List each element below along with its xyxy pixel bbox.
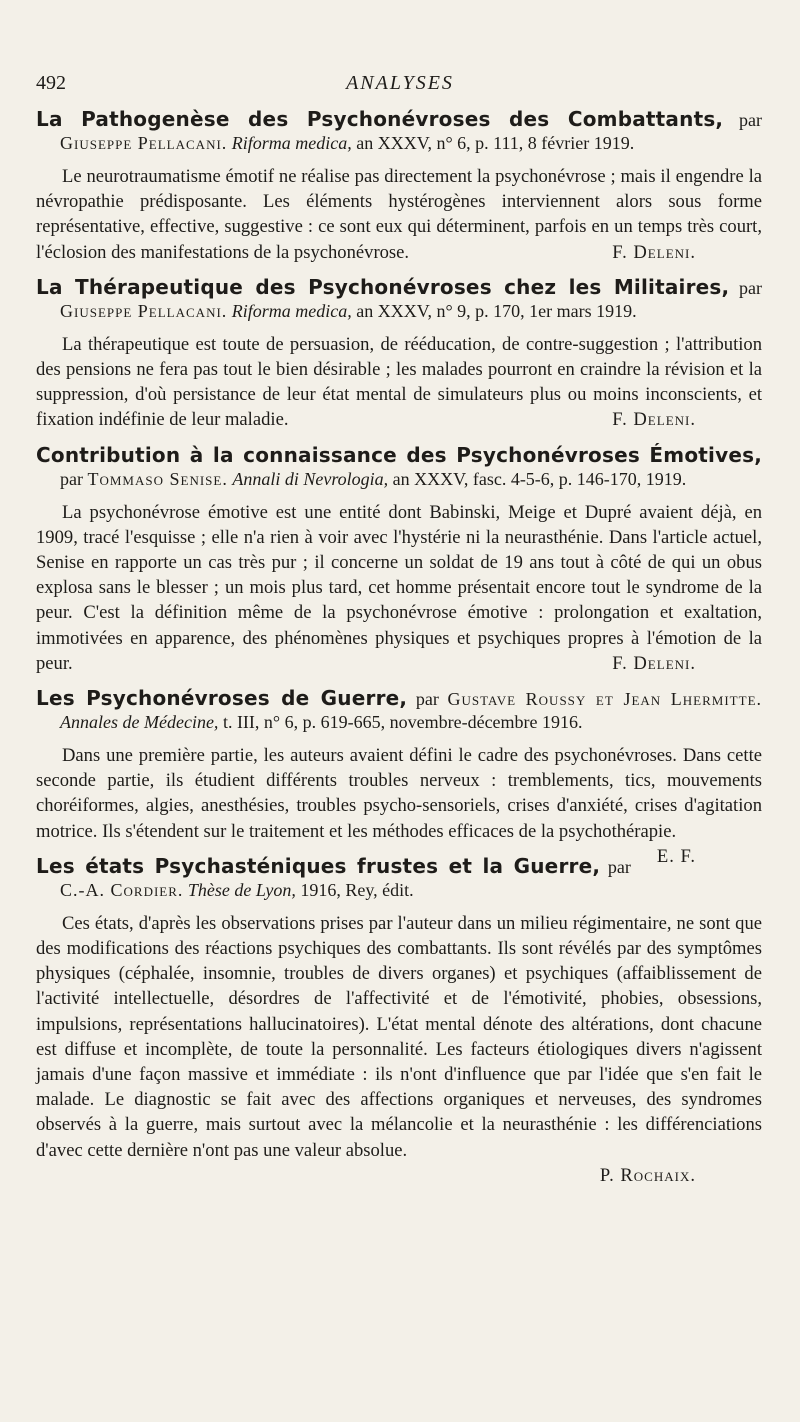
review-entry — [36, 276, 762, 433]
entry-body-text: Dans une première partie, les auteurs avaient défini le cadre des psychonévroses. Dans cette seconde partie, ils étudient différents troubles nerveux : tremblements, tics, mouvements choréiformes, algies, anesthésies, troubles psycho-sensoriels, crises d'anxiété, crises d'agitation motrice. Ils s'étendent sur le traitement et les méthodes efficaces de la psychothérapie. — [36, 745, 762, 842]
entry-heading — [36, 108, 762, 155]
entry-body — [36, 500, 762, 676]
entry-heading — [36, 687, 762, 734]
entry-body-text: Ces états, d'après les observations prises par l'auteur dans un milieu régimentaire, ne sont que des modifications des réactions psychiques des combattants. Ils sont révélés par des symptômes physiques (céphalée, insomnie, troubles de divers organes) et psychiques (affaiblissement de l'activité intellectuelle, désordres de l'affectivité et de l'émotivité, phobies, obsessions, impulsions, représentations hallucinatoires). L'état mental dénote des altérations, dont chacune est diffuse et incomplète, de toute la personnalité. Les facteurs étiologiques divers n'agissent jamais d'une façon massive et immédiate : ils n'ont d'influence que par l'idée que s'en fait le malade. Le diagnostic se fait avec des affections organiques et nerveuses, des syndromes observés à la guerre, mais surtout avec la mélancolie et la neurasthénie : les différenciations d'avec cette dernière n'ont pas une valeur absolue. — [36, 912, 762, 1161]
entry-title: La Pathogenèse des Psychonévroses des Combattants, — [36, 107, 724, 131]
entry-author: Giuseppe Pellacani. — [60, 133, 228, 153]
entry-body — [36, 164, 762, 265]
entry-title: Les états Psychasténiques frustes et la Guerre, — [36, 853, 601, 878]
article-list — [36, 108, 762, 1199]
entry-heading — [36, 276, 762, 323]
review-entry — [36, 444, 762, 676]
entry-by: par — [415, 689, 439, 710]
entry-title: La Thérapeutique des Psychonévroses chez les Militaires, — [36, 274, 730, 299]
entry-citation: an XXXV, n° 9, p. 170, 1er mars 1919. — [356, 300, 637, 321]
review-entry — [36, 855, 762, 1188]
entry-signature: F. Deleni. — [612, 652, 696, 674]
entry-signature: P. Rochaix. — [599, 1164, 696, 1186]
entry-journal: Riforma medica, — [231, 133, 352, 153]
page-header — [36, 72, 764, 98]
entry-author: Gustave Roussy et Jean Lhermitte. — [447, 689, 763, 710]
entry-signature: E. F. — [656, 845, 696, 867]
entry-body-text: Le neurotraumatisme émotif ne réalise pas directement la psychonévrose ; mais il engendre la névropathie prédisposante. Les éléments hystérogènes interviennent alors sous forme représentative, effective, suggestive : ce sont eux qui déterminent, parfois en un temps très court, l'éclosion des manifestations de la psychonévrose. — [36, 166, 762, 263]
entry-body-text: La thérapeutique est toute de persuasion, de rééducation, de contre-suggestion ; l'attribution des pensions ne fera pas tout le bien désirable ; les malades pourront en craindre la révision et la suppression, d'où persistance de leur état mental de simulateurs plus ou moins inconscients, et fixation indéfinie de leur maladie. — [36, 333, 762, 431]
entry-body-text: La psychonévrose émotive est une entité dont Babinski, Meige et Dupré avaient déjà, en 1909, tracé l'esquisse ; elle n'a rien à voir avec l'hystérie ni la neurasthénie. Dans l'article actuel, Senise en rapporte un cas très pur ; il concerne un soldat de 19 ans tout à côté de qui un obus explosa sans le blesser ; un mois plus tard, cet homme présentait encore tout le syndrome de la peur. C'est la définition même de la psychonévrose émotive : prolongation et exaltation, immotivées en apparence, des phénomènes physiques et psychiques propres à l'émotion de la peur. — [36, 501, 762, 674]
entry-journal: Thèse de Lyon, — [187, 879, 296, 900]
entry-author: C.-A. Cordier. — [60, 879, 184, 900]
review-entry — [36, 108, 762, 265]
entry-citation: an XXXV, n° 6, p. 111, 8 février 1919. — [356, 133, 635, 153]
entry-title: Contribution à la connaissance des Psychonévroses Émotives, — [36, 442, 762, 467]
entry-signature: F. Deleni. — [612, 409, 696, 431]
entry-body — [36, 911, 762, 1163]
entry-citation: 1916, Rey, édit. — [300, 879, 414, 900]
entry-by: par — [739, 277, 763, 298]
entry-journal: Annales de Médecine, — [60, 712, 219, 733]
entry-author: Giuseppe Pellacani. — [60, 300, 228, 321]
entry-journal: Riforma medica, — [231, 300, 352, 321]
entry-by: par — [607, 856, 631, 877]
entry-journal: Annali di Nevrologia, — [232, 468, 389, 489]
entry-signature: F. Deleni. — [612, 241, 696, 263]
entry-by: par — [60, 468, 83, 489]
running-title: ANALYSES — [346, 72, 454, 94]
entry-body — [36, 332, 762, 433]
page-number: 492 — [36, 72, 66, 94]
entry-heading — [36, 444, 762, 491]
entry-author: Tommaso Senise. — [87, 468, 228, 489]
entry-by: par — [739, 110, 762, 130]
entry-title: Les Psychonévroses de Guerre, — [36, 686, 408, 711]
entry-citation: t. III, n° 6, p. 619-665, novembre-décembre 1916. — [222, 712, 583, 733]
entry-citation: an XXXV, fasc. 4-5-6, p. 146-170, 1919. — [392, 468, 687, 489]
